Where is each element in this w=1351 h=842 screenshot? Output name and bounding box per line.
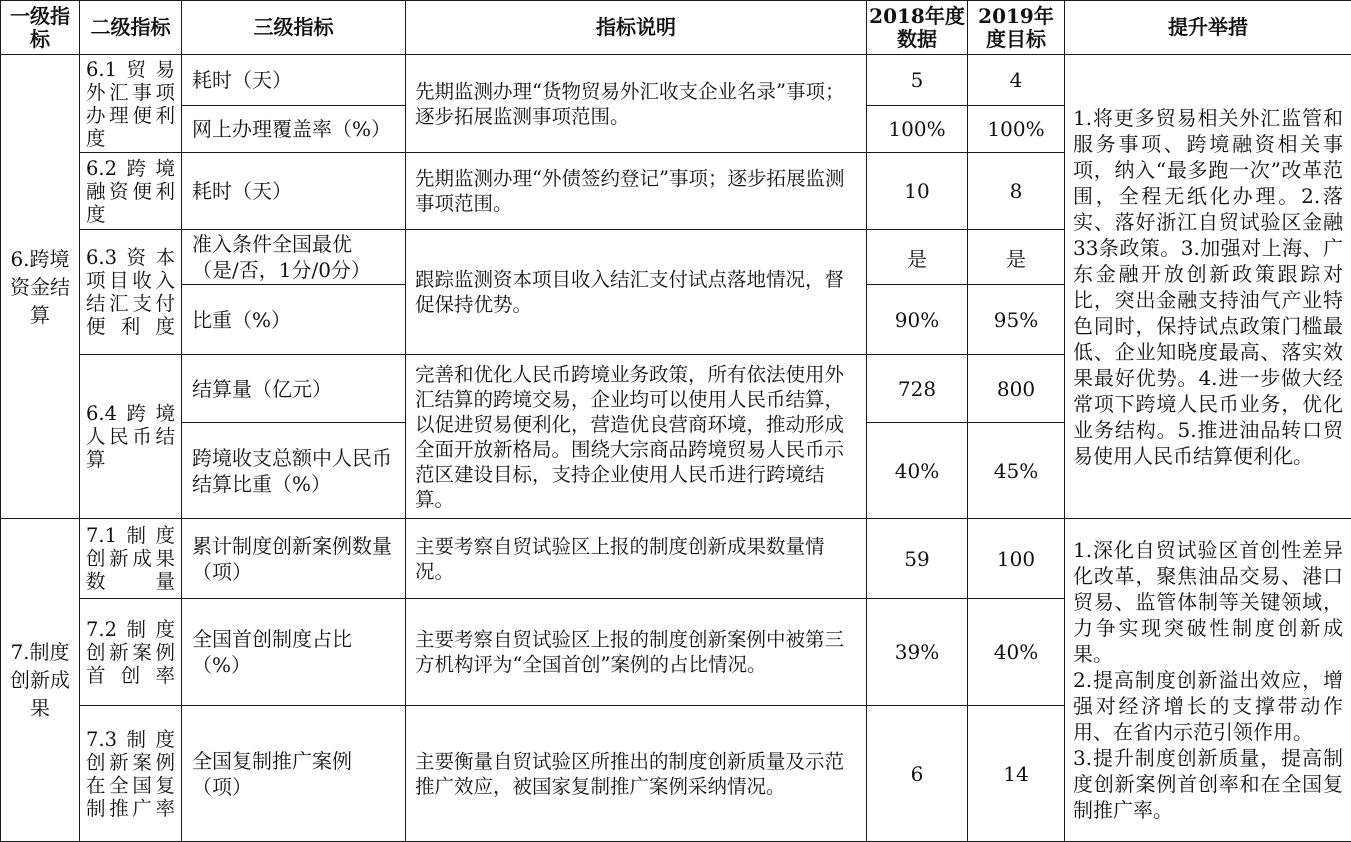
value-2018-cell: 5 [867, 55, 968, 106]
level2-cell: 6.4跨境人民币结算 [80, 355, 182, 519]
level2-cell: 7.2制度创新案例首创率 [80, 599, 182, 706]
value-2018-cell: 39% [867, 599, 968, 706]
value-2018-cell: 10 [867, 153, 968, 230]
level3-cell: 全国首创制度占比（%） [182, 599, 406, 706]
value-2018-cell: 728 [867, 355, 968, 423]
header-level2: 二级指标 [80, 1, 182, 55]
table-row [1, 519, 1351, 599]
value-2019-cell: 40% [968, 599, 1065, 706]
header-measures: 提升举措 [1065, 1, 1351, 55]
level3-cell: 耗时（天） [182, 153, 406, 230]
level2-cell: 6.2跨境融资便利度 [80, 153, 182, 230]
level3-cell: 跨境收支总额中人民币结算比重（%） [182, 423, 406, 519]
level3-cell: 比重（%） [182, 285, 406, 355]
level2-cell: 6.1贸易外汇事项办理便利度 [80, 55, 182, 153]
level3-cell: 准入条件全国最优（是/否，1分/0分） [182, 230, 406, 285]
value-2018-cell: 是 [867, 230, 968, 285]
measures-cell: 1.将更多贸易相关外汇监管和服务事项、跨境融资相关事项，纳入“最多跑一次”改革范围，全程无纸化办理。2.落实、落好浙江自贸试验区金融33条政策。3.加强对上海、广东金融开放创新政策跟踪对比，突出金融支持油气产业特色同时，保持试点政策门槛最低、企业知晓度最高、落实效果最好优势。4.进一步做大经常项下跨境人民币业务，优化业务结构。5.推进油品转口贸易使用人民币结算便利化。 [1065, 55, 1351, 519]
header-desc: 指标说明 [406, 1, 867, 55]
value-2019-cell: 95% [968, 285, 1065, 355]
desc-cell: 主要考察自贸试验区上报的制度创新成果数量情况。 [406, 519, 867, 599]
value-2019-cell: 800 [968, 355, 1065, 423]
level3-cell: 结算量（亿元） [182, 355, 406, 423]
measures-cell: 1.深化自贸试验区首创性差异化改革，聚焦油品交易、港口贸易、监管体制等关键领域，力争实现突破性制度创新成果。 2.提高制度创新溢出效应，增强对经济增长的支撑带动作用、在省内示范引领作用。 3.提升制度创新质量，提高制度创新案例首创率和在全国复制推广率。 [1065, 519, 1351, 842]
desc-cell: 主要考察自贸试验区上报的制度创新案例中被第三方机构评为“全国首创”案例的占比情况。 [406, 599, 867, 706]
level2-cell: 6.3资本项目收入结汇支付便利度 [80, 230, 182, 355]
value-2018-cell: 90% [867, 285, 968, 355]
header-data-2018: 2018年度数据 [867, 1, 968, 55]
level1-cell: 7.制度创新成果 [1, 519, 80, 842]
value-2019-cell: 4 [968, 55, 1065, 106]
value-2018-cell: 6 [867, 706, 968, 842]
table-row [1, 55, 1351, 106]
value-2018-cell: 100% [867, 106, 968, 153]
value-2019-cell: 100 [968, 519, 1065, 599]
header-row [1, 1, 1351, 55]
level3-cell: 网上办理覆盖率（%） [182, 106, 406, 153]
header-level3: 三级指标 [182, 1, 406, 55]
level3-cell: 累计制度创新案例数量（项） [182, 519, 406, 599]
desc-cell: 跟踪监测资本项目收入结汇支付试点落地情况，督促保持优势。 [406, 230, 867, 355]
header-level1: 一级指标 [1, 1, 80, 55]
level3-cell: 耗时（天） [182, 55, 406, 106]
header-target-2019: 2019年度目标 [968, 1, 1065, 55]
value-2018-cell: 40% [867, 423, 968, 519]
desc-cell: 先期监测办理“外债签约登记”事项；逐步拓展监测事项范围。 [406, 153, 867, 230]
level2-cell: 7.1制度创新成果数量 [80, 519, 182, 599]
desc-cell: 先期监测办理“货物贸易外汇收支企业名录”事项；逐步拓展监测事项范围。 [406, 55, 867, 153]
level1-cell: 6.跨境资金结算 [1, 55, 80, 519]
value-2019-cell: 45% [968, 423, 1065, 519]
value-2019-cell: 100% [968, 106, 1065, 153]
value-2019-cell: 8 [968, 153, 1065, 230]
desc-cell: 主要衡量自贸试验区所推出的制度创新质量及示范推广效应，被国家复制推广案例采纳情况。 [406, 706, 867, 842]
value-2019-cell: 14 [968, 706, 1065, 842]
value-2018-cell: 59 [867, 519, 968, 599]
value-2019-cell: 是 [968, 230, 1065, 285]
desc-cell: 完善和优化人民币跨境业务政策，所有依法使用外汇结算的跨境交易，企业均可以使用人民币结算，以促进贸易便利化，营造优良营商环境，推动形成全面开放新格局。围绕大宗商品跨境贸易人民币示范区建设目标，支持企业使用人民币进行跨境结算。 [406, 355, 867, 519]
level3-cell: 全国复制推广案例（项） [182, 706, 406, 842]
level2-cell: 7.3制度创新案例在全国复制推广率 [80, 706, 182, 842]
